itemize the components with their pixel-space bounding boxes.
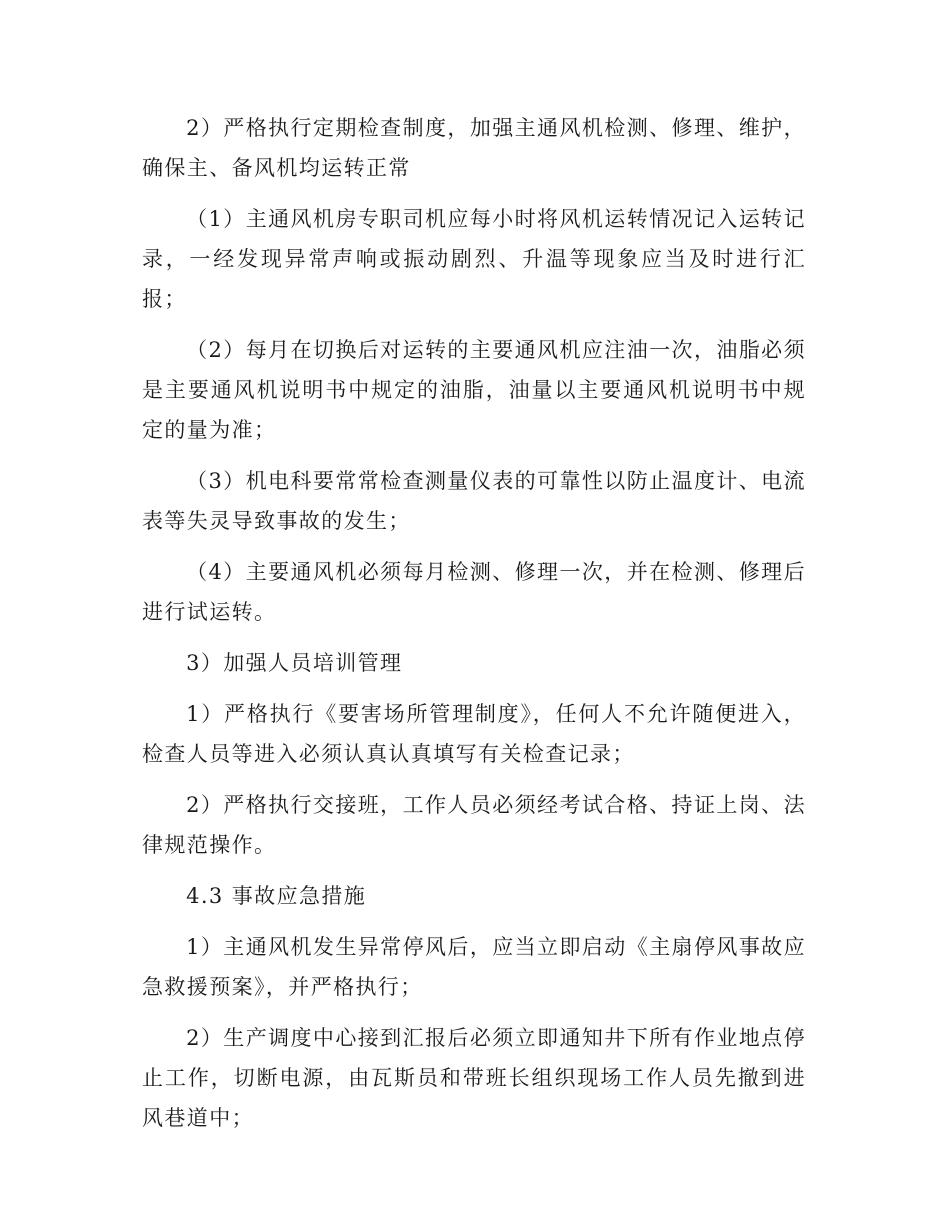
paragraph-item-1-fan-room-driver: （1）主通风机房专职司机应每小时将风机运转情况记入运转记录，一经发现异常声响或振动剧烈、升温等现象应当及时进行汇报； xyxy=(142,207,806,311)
paragraph-key-area-rules: 1）严格执行《要害场所管理制度》，任何人不允许随便进入，检查人员等进入必须认真认真填写有关检查记录； xyxy=(142,702,806,766)
section-heading-emergency-measures: 4.3 事故应急措施 xyxy=(186,884,367,908)
paragraph-dispatch-notification: 2）生产调度中心接到汇报后必须立即通知井下所有作业地点停止工作，切断电源，由瓦斯员和带班长组织现场工作人员先撤到进风巷道中； xyxy=(142,1026,806,1130)
document-body xyxy=(142,108,806,1149)
paragraph-inspection-system: 2）严格执行定期检查制度，加强主通风机检测、修理、维护，确保主、备风机均运转正常 xyxy=(142,116,806,180)
paragraph-item-2-oiling: （2）每月在切换后对运转的主要通风机应注油一次，油脂必须是主要通风机说明书中规定的油脂，油量以主要通风机说明书中规定的量为准； xyxy=(142,338,806,442)
paragraph-shift-handover: 2）严格执行交接班，工作人员必须经考试合格、持证上岗、法律规范操作。 xyxy=(142,793,806,857)
paragraph-staff-training: 3）加强人员培训管理 xyxy=(186,651,403,675)
paragraph-emergency-plan: 1）主通风机发生异常停风后，应当立即启动《主扇停风事故应急救援预案》，并严格执行； xyxy=(142,935,806,999)
paragraph-item-4-monthly-check: （4）主要通风机必须每月检测、修理一次，并在检测、修理后进行试运转。 xyxy=(142,560,806,624)
paragraph-item-3-instruments: （3）机电科要常常检查测量仪表的可靠性以防止温度计、电流表等失灵导致事故的发生； xyxy=(142,469,806,533)
